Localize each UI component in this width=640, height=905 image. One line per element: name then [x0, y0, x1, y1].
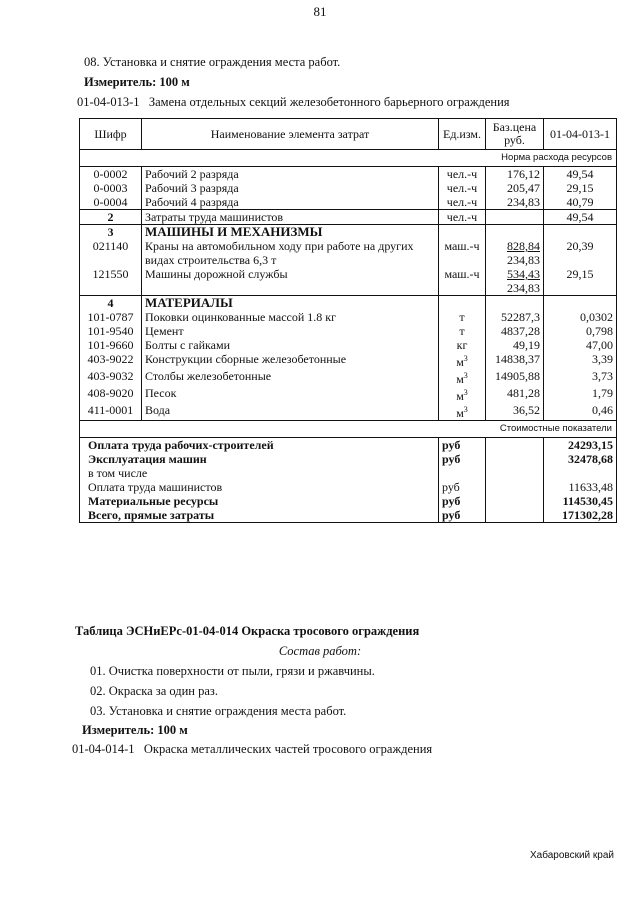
norm-heading: [77, 95, 510, 110]
table-row: [80, 369, 617, 386]
cost-unit: руб: [439, 480, 486, 494]
row-unit: $м^3$: [439, 386, 486, 403]
row-price: 14838,37: [486, 352, 544, 369]
row-name: Конструкции сборные железобетонные: [142, 352, 439, 369]
row-code: 408-9020: [80, 386, 142, 403]
table-row: [80, 338, 617, 352]
row-code: 411-0001: [80, 403, 142, 421]
norm-heading: [72, 742, 432, 757]
row-code: 0-0002: [80, 167, 142, 182]
row-name: Песок: [142, 386, 439, 403]
row-price: 49,19: [486, 338, 544, 352]
cost-row: [80, 494, 617, 508]
row-value: 29,15: [544, 181, 617, 195]
row-value: 3,39: [544, 352, 617, 369]
norm-title: Окраска металлических частей тросового ограждения: [143, 742, 433, 756]
cost-value: [544, 466, 617, 480]
table-row: [80, 239, 617, 267]
row-unit: маш.-ч: [439, 239, 486, 267]
cost-value: 32478,68: [544, 452, 617, 466]
row-price: 52287,3: [486, 310, 544, 324]
row-name: Рабочий 4 разряда: [142, 195, 439, 210]
row-value: 40,79: [544, 195, 617, 210]
cost-value: 114530,45: [544, 494, 617, 508]
section-code: 3: [80, 225, 142, 240]
page-number: 81: [313, 4, 327, 19]
row-name: Машины дорожной службы: [142, 267, 439, 296]
cost-name: Оплата труда рабочих-строителей: [80, 438, 439, 453]
row-unit: чел.-ч: [439, 195, 486, 210]
cost-name: в том числе: [80, 466, 439, 480]
row-value: 0,798: [544, 324, 617, 338]
row-name: Рабочий 2 разряда: [142, 167, 439, 182]
row-unit: $м^3$: [439, 403, 486, 421]
work-step: 02. Окраска за один раз.: [90, 684, 218, 698]
row-price: 205,47: [486, 181, 544, 195]
section-title: МАШИНЫ И МЕХАНИЗМЫ: [142, 225, 439, 240]
cost-row: [80, 466, 617, 480]
row-unit: $м^3$: [439, 369, 486, 386]
table-row: [80, 324, 617, 338]
cost-row: [80, 480, 617, 494]
cost-name: Эксплуатация машин: [80, 452, 439, 466]
row-code: 2: [80, 210, 142, 225]
table-header-row: [80, 119, 617, 150]
header-unit: Ед.изм.: [439, 119, 486, 150]
section-title: МАТЕРИАЛЫ: [142, 296, 439, 311]
row-unit: кг: [439, 338, 486, 352]
row-value: 1,79: [544, 386, 617, 403]
table-row: [80, 386, 617, 403]
row-code: 0-0004: [80, 195, 142, 210]
row-value: 0,0302: [544, 310, 617, 324]
row-unit: т: [439, 324, 486, 338]
table-row: [80, 310, 617, 324]
row-name: Краны на автомобильном ходу при работе на других видах строительства 6,3 т: [142, 239, 439, 267]
row-value: 49,54: [544, 167, 617, 182]
cost-row: [80, 508, 617, 523]
meter-label: Измеритель: 100 м: [82, 723, 188, 737]
row-unit: $м^3$: [439, 352, 486, 369]
row-value: 3,73: [544, 369, 617, 386]
row-name: Рабочий 3 разряда: [142, 181, 439, 195]
region-footer: Хабаровский край: [529, 850, 614, 861]
row-value: 47,00: [544, 338, 617, 352]
table-row: [80, 352, 617, 369]
table-row: [80, 181, 617, 195]
cost-value: 24293,15: [544, 438, 617, 453]
row-price: 481,28: [486, 386, 544, 403]
row-code: 101-0787: [80, 310, 142, 324]
row-unit: чел.-ч: [439, 210, 486, 225]
row-unit: чел.-ч: [439, 181, 486, 195]
norm-rate-label: Норма расхода ресурсов: [80, 150, 617, 167]
row-unit: чел.-ч: [439, 167, 486, 182]
section-row: [80, 225, 617, 240]
header-price: Баз.цена руб.: [486, 119, 544, 150]
header-norm: 01-04-013-1: [544, 119, 617, 150]
row-name: Болты с гайками: [142, 338, 439, 352]
cost-unit: руб: [439, 494, 486, 508]
row-price: 234,83: [486, 195, 544, 210]
cost-row: [80, 452, 617, 466]
row-code: 403-9022: [80, 352, 142, 369]
norm-code: 01-04-014-1: [72, 742, 135, 756]
cost-name: Оплата труда машинистов: [80, 480, 439, 494]
row-value: 0,46: [544, 403, 617, 421]
cost-value: 171302,28: [544, 508, 617, 523]
section-row: [80, 296, 617, 311]
cost-unit: [439, 466, 486, 480]
row-price: 4837,28: [486, 324, 544, 338]
table-row: [80, 210, 617, 225]
cost-unit: руб: [439, 508, 486, 523]
header-name: Наименование элемента затрат: [142, 119, 439, 150]
cost-unit: руб: [439, 438, 486, 453]
work-step: 01. Очистка поверхности от пыли, грязи и ржавчины.: [90, 664, 375, 678]
row-code: 101-9660: [80, 338, 142, 352]
row-price: 828,84 234,83: [486, 239, 544, 267]
cost-value: 11633,48: [544, 480, 617, 494]
row-code: 403-9032: [80, 369, 142, 386]
row-value: 49,54: [544, 210, 617, 225]
table-row: [80, 403, 617, 421]
work-composition-heading: Состав работ:: [278, 644, 362, 658]
row-name: Столбы железобетонные: [142, 369, 439, 386]
norm-title: Замена отдельных секций железобетонного барьерного ограждения: [148, 95, 510, 109]
row-price: 534,43 234,83: [486, 267, 544, 296]
row-price: 14905,88: [486, 369, 544, 386]
row-price: 36,52: [486, 403, 544, 421]
row-name: Затраты труда машинистов: [142, 210, 439, 225]
header-code: Шифр: [80, 119, 142, 150]
row-value: 29,15: [544, 267, 617, 296]
table-row: [80, 267, 617, 296]
table-title: Таблица ЭСНиЕРс-01-04-014 Окраска тросового ограждения: [75, 624, 420, 638]
row-name: Поковки оцинкованные массой 1.8 кг: [142, 310, 439, 324]
table-row: [80, 167, 617, 182]
table-row: [80, 195, 617, 210]
work-step-08: 08. Установка и снятие ограждения места работ.: [84, 55, 341, 69]
section-code: 4: [80, 296, 142, 311]
cost-name: Всего, прямые затраты: [80, 508, 439, 523]
row-price: 176,12: [486, 167, 544, 182]
row-unit: маш.-ч: [439, 267, 486, 296]
row-code: 101-9540: [80, 324, 142, 338]
row-name: Вода: [142, 403, 439, 421]
cost-row: [80, 438, 617, 453]
cost-indicators-label: Стоимостные показатели: [80, 421, 617, 438]
meter-label: Измеритель: 100 м: [84, 75, 190, 89]
resource-norm-table: [79, 118, 617, 523]
row-code: 021140: [80, 239, 142, 267]
row-price: [486, 210, 544, 225]
row-name: Цемент: [142, 324, 439, 338]
row-value: 20,39: [544, 239, 617, 267]
cost-name: Материальные ресурсы: [80, 494, 439, 508]
row-code: 121550: [80, 267, 142, 296]
row-unit: т: [439, 310, 486, 324]
norm-code: 01-04-013-1: [77, 95, 140, 109]
work-step: 03. Установка и снятие ограждения места работ.: [90, 704, 347, 718]
cost-unit: руб: [439, 452, 486, 466]
row-code: 0-0003: [80, 181, 142, 195]
